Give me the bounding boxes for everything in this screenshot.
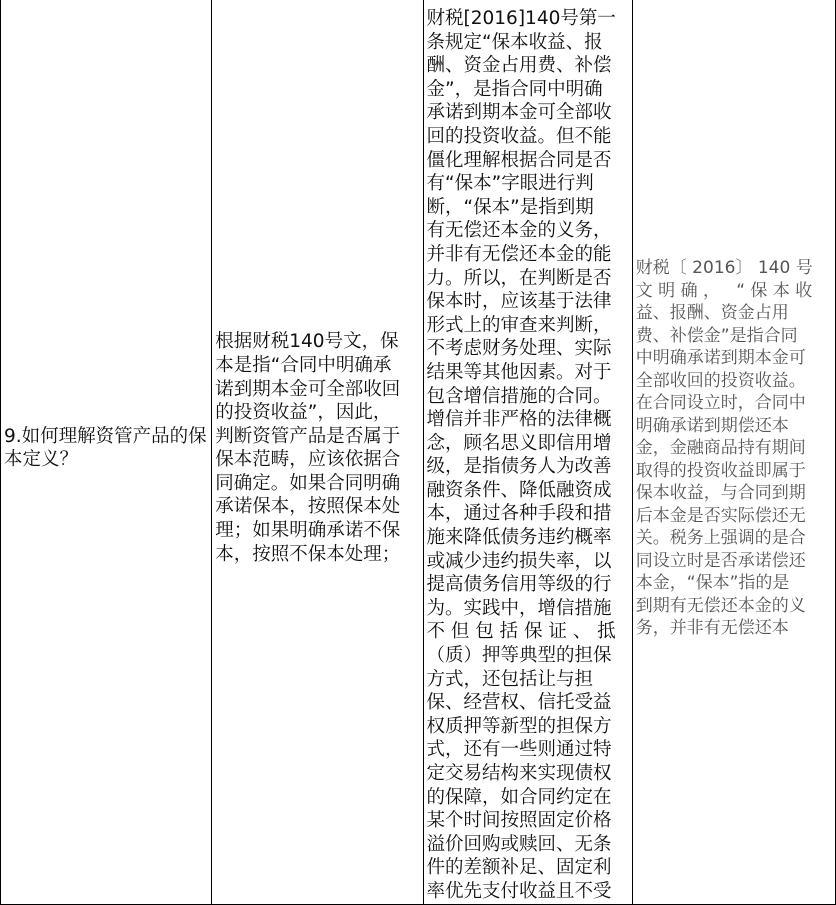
text-line: 并非有无偿还本金的能: [426, 243, 612, 265]
text-line: 式，还有一些则通过特: [426, 739, 612, 761]
text-line: 根据财税140号文，保: [215, 331, 399, 353]
text-line: 保、经营权、信托受益: [426, 692, 612, 714]
text-line: 包含增信措施的合同。: [426, 385, 612, 407]
text-line: 断，“保本”是指到期: [426, 196, 594, 218]
text-line: 金”，是指合同中明确: [426, 78, 603, 100]
text-line: 保本时，应该基于法律: [426, 291, 612, 313]
text-line: 僵化理解根据合同是否: [426, 149, 612, 171]
commentary-text: [636, 257, 832, 640]
text-line: 在合同设立时，合同中: [635, 393, 806, 414]
text-line: 施来降低债务违约概率: [426, 527, 612, 549]
text-line: 为。实践中，增信措施: [426, 597, 612, 619]
text-line: 权质押等新型的担保方: [426, 715, 612, 737]
text-line: 金，金融商品持有期间: [635, 438, 806, 459]
answer-text: [215, 330, 419, 566]
text-line: 后本金是否实际偿还无: [635, 505, 806, 526]
answer-cell: [212, 0, 423, 904]
text-line: 取得的投资收益即属于: [635, 460, 806, 481]
text-line: 有“保本”字眼进行判: [426, 173, 594, 195]
text-line: 判断资管产品是否属于: [215, 425, 401, 447]
text-line: 定交易结构来实现债权: [426, 763, 612, 784]
text-line: 理；如果明确承诺不保: [215, 520, 401, 542]
text-line: 不 但 包 括 保 证 、 抵: [426, 621, 616, 643]
text-line: 回的投资收益。但不能: [426, 125, 612, 147]
question-text: 9.如何理解资管产品的保本定义？: [4, 425, 207, 471]
text-line: 念，顾名思义即信用增: [426, 432, 612, 454]
text-line: 增信并非严格的法律概: [426, 409, 612, 431]
commentary-cell: [632, 0, 835, 904]
text-line: 保本收益，与合同到期: [635, 483, 806, 504]
text-line: 同确定。如果合同明确: [215, 472, 401, 494]
text-line: 酬、资金占用费、补偿: [426, 55, 612, 77]
text-line: 本金，“保本”指的是: [635, 573, 790, 594]
text-line: 条规定“保本收益、报: [426, 31, 603, 53]
text-line: 财税[2016]140号第一: [426, 8, 616, 29]
text-line: 结果等其他因素。对于: [426, 361, 612, 383]
text-line: 全部收回的投资收益。: [635, 370, 806, 391]
text-line: 本，按照不保本处理；: [215, 543, 401, 565]
text-line: 的保障，如合同约定在: [426, 786, 612, 808]
text-line: 提高债务信用等级的行: [426, 574, 612, 596]
text-line: 不考虑财务处理、实际: [426, 338, 612, 360]
text-line: （质）押等典型的担保: [426, 645, 612, 667]
text-line: 某个时间按照固定价格: [426, 810, 612, 832]
text-line: 承诺保本，按照保本处: [215, 496, 401, 518]
text-line: 有无偿还本金的义务，: [426, 220, 612, 242]
text-line: 件的差额补足、固定利: [426, 857, 612, 879]
text-line: 中明确承诺到期本金可: [635, 348, 806, 369]
text-line: 或减少违约损失率，以: [426, 550, 612, 572]
question-cell: [1, 0, 212, 904]
text-line: 财税〔 2016〕 140 号: [635, 258, 813, 279]
text-line: 到期有无偿还本金的义: [635, 595, 806, 616]
text-line: 级，是指债务人为改善: [426, 456, 612, 478]
analysis-text: [427, 0, 629, 904]
text-line: 力。所以，在判断是否: [426, 267, 612, 289]
text-line: 明确承诺到期偿还本: [635, 415, 789, 436]
text-line: 的投资收益”，因此，: [215, 402, 392, 424]
text-line: 益、报酬、资金占用: [635, 303, 789, 324]
text-line: 同设立时是否承诺偿还: [635, 550, 806, 571]
text-line: 务，并非有无偿还本: [635, 618, 789, 639]
table-row: [1, 0, 836, 904]
text-line: 保本范畴，应该依据合: [215, 449, 401, 471]
text-line: 文 明 确 ， “ 保 本 收: [635, 280, 813, 301]
text-line: 方式，还包括让与担: [426, 668, 594, 690]
text-line: 诺到期本金可全部收回: [215, 378, 401, 400]
analysis-cell: [423, 0, 632, 904]
text-line: 溢价回购或赎回、无条: [426, 833, 612, 855]
text-line: 率优先支付收益且不受: [426, 880, 612, 902]
text-line: 关。税务上强调的是合: [635, 528, 806, 549]
text-line: 费、补偿金”是指合同: [635, 325, 798, 346]
text-line: 形式上的审查来判断，: [426, 314, 612, 336]
text-line: 本是指“合同中明确承: [215, 354, 392, 376]
text-line: 本，通过各种手段和措: [426, 503, 612, 525]
text-line: 融资条件、降低融资成: [426, 479, 612, 501]
text-line: 承诺到期本金可全部收: [426, 102, 612, 124]
